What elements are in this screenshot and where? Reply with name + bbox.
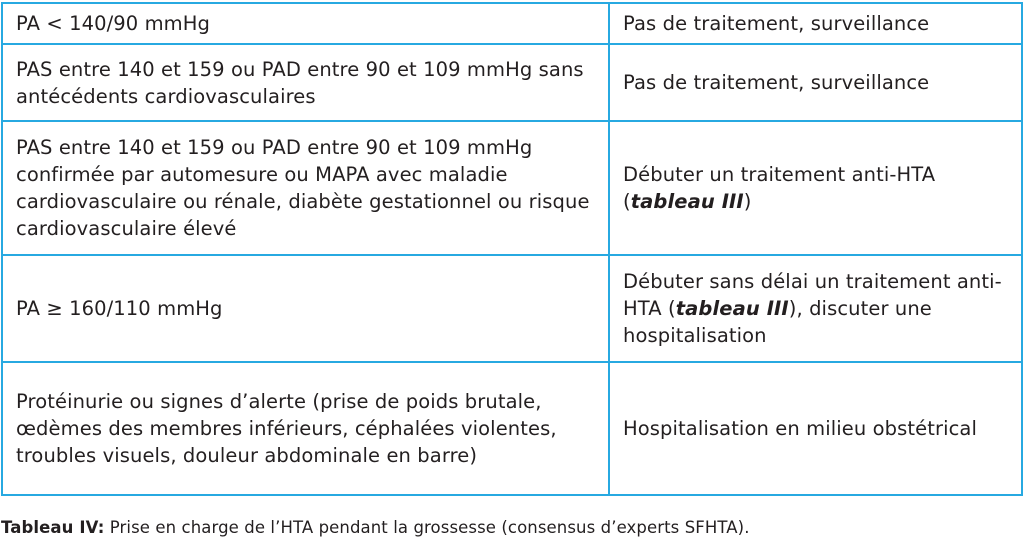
caption-text: Prise en charge de l’HTA pendant la grossesse (consensus d’experts SFHTA). bbox=[104, 518, 750, 537]
action-cell bbox=[609, 255, 1022, 362]
table-row bbox=[2, 44, 1022, 121]
action-text-end: ) bbox=[743, 190, 752, 213]
recommendation-table-container bbox=[1, 2, 1021, 494]
condition-cell: PA < 140/90 mmHg bbox=[2, 3, 609, 44]
condition-cell: PAS entre 140 et 159 ou PAD entre 90 et 109 mmHg sans antécédents cardiovasculaires bbox=[2, 44, 609, 121]
recommendation-table bbox=[1, 2, 1023, 496]
action-text-end: ), discuter une hospitalisation bbox=[623, 297, 932, 347]
table-row bbox=[2, 3, 1022, 44]
action-cell: Pas de traitement, surveillance bbox=[609, 44, 1022, 121]
table-caption bbox=[1, 517, 750, 539]
table-row bbox=[2, 121, 1022, 255]
action-text: Débuter un traitement anti-HTA ( bbox=[623, 163, 936, 213]
action-text: Débuter sans délai un traitement anti-HTA ( bbox=[623, 270, 1002, 320]
condition-cell: Protéinurie ou signes d’alerte (prise de poids brutale, œdèmes des membres inférieurs, céphalées violentes, troubles visuels, douleur abdominale en barre) bbox=[2, 362, 609, 495]
condition-cell: PA ≥ 160/110 mmHg bbox=[2, 255, 609, 362]
table-row bbox=[2, 362, 1022, 495]
table-reference: tableau III bbox=[630, 190, 744, 213]
table-row bbox=[2, 255, 1022, 362]
condition-cell: PAS entre 140 et 159 ou PAD entre 90 et 109 mmHg confirmée par automesure ou MAPA avec maladie cardiovasculaire ou rénale, diabète gestationnel ou risque cardiovasculaire élevé bbox=[2, 121, 609, 255]
action-cell bbox=[609, 121, 1022, 255]
table-reference: tableau III bbox=[675, 297, 789, 320]
action-cell: Pas de traitement, surveillance bbox=[609, 3, 1022, 44]
caption-label: Tableau IV: bbox=[1, 518, 105, 537]
action-cell: Hospitalisation en milieu obstétrical bbox=[609, 362, 1022, 495]
